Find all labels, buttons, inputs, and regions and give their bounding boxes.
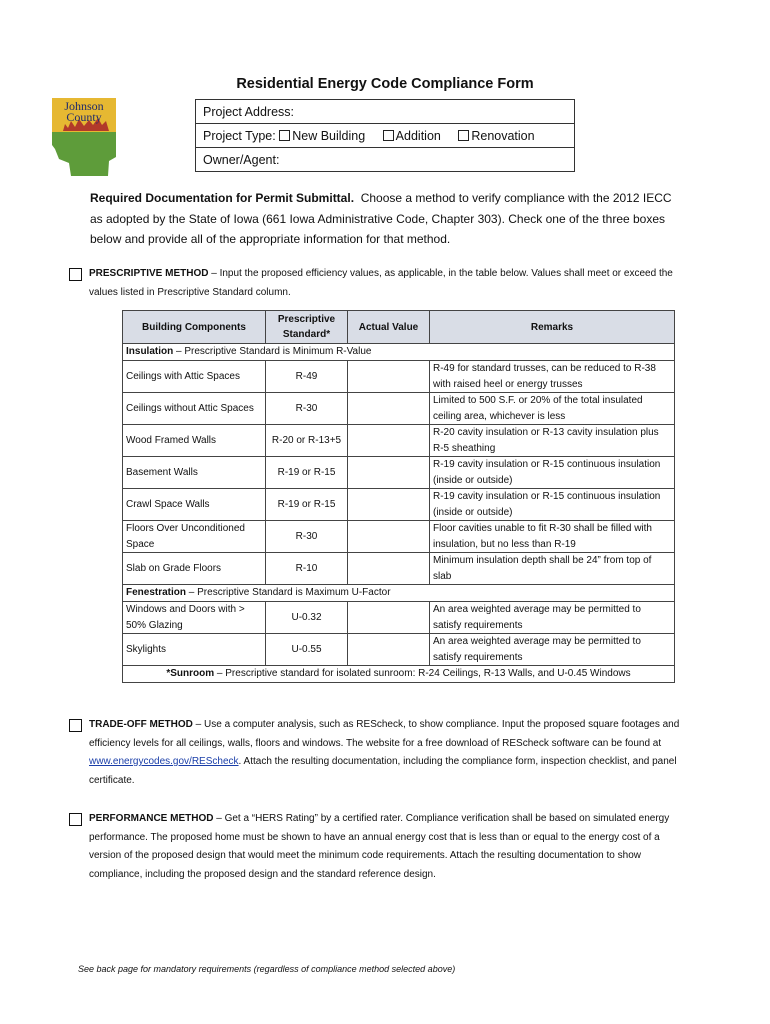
performance-checkbox[interactable] bbox=[69, 813, 82, 826]
table-row: Slab on Grade Floors R-10 Minimum insulation depth shall be 24” from top of slab bbox=[123, 553, 675, 585]
johnson-county-logo bbox=[51, 97, 117, 177]
actual-value-input[interactable] bbox=[348, 521, 430, 553]
tradeoff-checkbox[interactable] bbox=[69, 719, 82, 732]
actual-value-input[interactable] bbox=[348, 602, 430, 634]
footer-note: See back page for mandatory requirements (regardless of compliance method selected above) bbox=[78, 964, 456, 974]
table-row: Ceilings with Attic Spaces R-49 R-49 for standard trusses, can be reduced to R-38 with raised heel or energy trusses bbox=[123, 361, 675, 393]
actual-value-input[interactable] bbox=[348, 457, 430, 489]
header-building-components: Building Components bbox=[123, 311, 266, 344]
group-fenestration: Fenestration – Prescriptive Standard is Maximum U-Factor bbox=[123, 585, 675, 602]
logo-county-shape bbox=[52, 132, 116, 176]
addition-checkbox[interactable] bbox=[383, 130, 394, 141]
owner-agent-field[interactable] bbox=[196, 148, 575, 172]
prescriptive-section bbox=[69, 265, 689, 302]
logo-text-johnson: Johnson bbox=[64, 99, 104, 113]
table-row: Ceilings without Attic Spaces R-30 Limited to 500 S.F. or 20% of the total insulated ceiling area, whichever is less bbox=[123, 393, 675, 425]
type-renovation[interactable]: Renovation bbox=[458, 129, 534, 143]
project-address-field[interactable] bbox=[196, 100, 575, 124]
actual-value-input[interactable] bbox=[348, 393, 430, 425]
required-documentation bbox=[90, 188, 685, 250]
sunroom-note: *Sunroom – Prescriptive standard for isolated sunroom: R-24 Ceilings, R-13 Walls, and U-0.45 Windows bbox=[123, 666, 675, 683]
type-addition[interactable]: Addition bbox=[383, 129, 441, 143]
logo-text-county: County bbox=[66, 110, 102, 124]
prescriptive-text: – Input the proposed efficiency values, as applicable, in the table below. Values shall meet or exceed the values listed in Prescriptive Standard column. bbox=[89, 268, 673, 298]
actual-value-input[interactable] bbox=[348, 634, 430, 666]
rescheck-link[interactable]: www.energycodes.gov/REScheck bbox=[89, 756, 239, 767]
table-row: Crawl Space Walls R-19 or R-15 R-19 cavity insulation or R-15 continuous insulation (inside or outside) bbox=[123, 489, 675, 521]
prescriptive-heading: PRESCRIPTIVE METHOD bbox=[89, 268, 209, 279]
project-type-label: Project Type: bbox=[203, 128, 276, 143]
header-prescriptive-standard: Prescriptive Standard* bbox=[266, 311, 348, 344]
required-heading: Required Documentation for Permit Submittal. bbox=[90, 191, 355, 205]
performance-section: PERFORMANCE METHOD – Get a “HERS Rating” by a certified rater. Compliance verification shall be based on simulated energy performance. The proposed home must be shown to have an annual energy cost that is less than or equal to the energy cost of a version of the proposed design that would meet the minimum code requirements. Attach the resulting documentation to show compliance, including the proposed design and the standard reference design. bbox=[69, 810, 689, 884]
actual-value-input[interactable] bbox=[348, 489, 430, 521]
actual-value-input[interactable] bbox=[348, 425, 430, 457]
actual-value-input[interactable] bbox=[348, 553, 430, 585]
type-new-building[interactable]: New Building bbox=[279, 129, 365, 143]
renovation-checkbox[interactable] bbox=[458, 130, 469, 141]
required-text: Choose a method to verify compliance with the 2012 IECC as adopted by the State of Iowa (661 Iowa Administrative Code, Chapter 303). Check one of the three boxes below and provide all of the appropriate information for that method. bbox=[90, 191, 672, 246]
table-row: Basement Walls R-19 or R-15 R-19 cavity insulation or R-15 continuous insulation (inside or outside) bbox=[123, 457, 675, 489]
tradeoff-heading: TRADE-OFF METHOD bbox=[89, 719, 193, 730]
new-building-checkbox[interactable] bbox=[279, 130, 290, 141]
owner-agent-label: Owner/Agent: bbox=[203, 152, 280, 167]
actual-value-input[interactable] bbox=[348, 361, 430, 393]
table-row: Skylights U-0.55 An area weighted average may be permitted to satisfy requirements bbox=[123, 634, 675, 666]
table-row: Wood Framed Walls R-20 or R-13+5 R-20 cavity insulation or R-13 cavity insulation plus R-5 sheathing bbox=[123, 425, 675, 457]
group-insulation: Insulation – Prescriptive Standard is Minimum R-Value bbox=[123, 344, 675, 361]
prescriptive-table bbox=[122, 310, 675, 683]
form-title: Residential Energy Code Compliance Form bbox=[236, 76, 534, 92]
table-row: Floors Over Unconditioned Space R-30 Floor cavities unable to fit R-30 shall be filled with insulation, but no less than R-19 bbox=[123, 521, 675, 553]
prescriptive-checkbox[interactable] bbox=[69, 268, 82, 281]
table-row: Windows and Doors with > 50% Glazing U-0.32 An area weighted average may be permitted to satisfy requirements bbox=[123, 602, 675, 634]
project-address-label: Project Address: bbox=[203, 104, 295, 119]
header-actual-value: Actual Value bbox=[348, 311, 430, 344]
performance-heading: PERFORMANCE METHOD bbox=[89, 813, 214, 824]
header-remarks: Remarks bbox=[430, 311, 675, 344]
project-type-field bbox=[196, 124, 575, 148]
project-info-table bbox=[195, 99, 575, 172]
tradeoff-section: TRADE-OFF METHOD – Use a computer analysis, such as REScheck, to show compliance. Input the proposed square footages and efficiency levels for all ceilings, walls, floors and windows. The website for a free download of REScheck software can be found at www.energycodes.gov/REScheck. Attach the resulting documentation, including the compliance form, inspection checklist, and panel certificate. bbox=[69, 716, 689, 790]
